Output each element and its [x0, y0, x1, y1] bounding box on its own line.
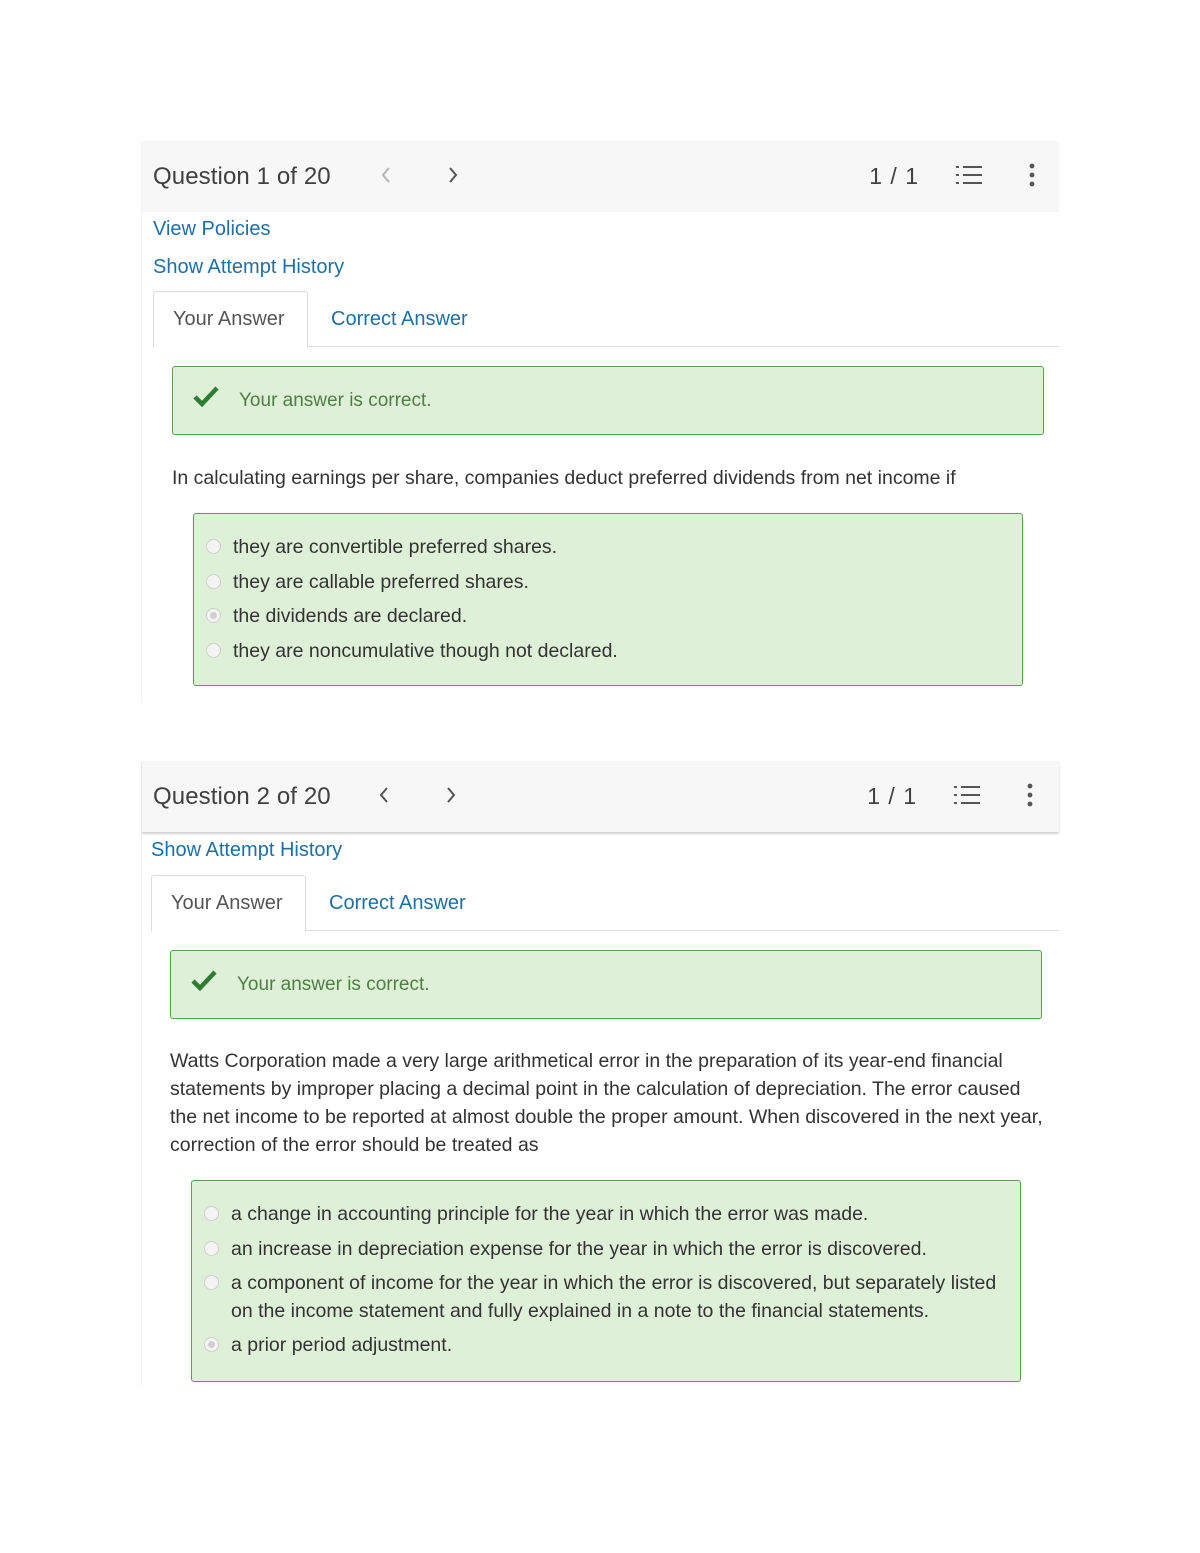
tab-your-answer[interactable]: Your Answer [151, 875, 306, 932]
choice-label: the dividends are declared. [233, 605, 468, 627]
choice-label: they are noncumulative though not declared. [233, 639, 618, 662]
answer-choice[interactable] [204, 1270, 1010, 1325]
chevron-left-icon [380, 166, 392, 184]
answer-choice-selected[interactable] [204, 1332, 1010, 1360]
choice-label: an increase in depreciation expense for the year in which the error is discovered. [231, 1237, 927, 1260]
more-options-button[interactable] [1015, 777, 1045, 813]
next-question-button[interactable] [433, 155, 473, 195]
radio-button[interactable] [206, 643, 221, 658]
question-score: 1 / 1 [867, 783, 917, 809]
numbered-list-icon [955, 163, 983, 187]
question-prompt: In calculating earnings per share, companies deduct preferred dividends from net income if [172, 467, 956, 489]
feedback-text: Your answer is correct. [239, 389, 432, 411]
show-attempt-history-link[interactable]: Show Attempt History [151, 839, 343, 861]
next-question-button[interactable] [431, 775, 471, 815]
question-header [142, 761, 1059, 832]
radio-button-selected[interactable] [204, 1337, 219, 1352]
chevron-right-icon [447, 166, 459, 184]
answer-tabs [151, 875, 1059, 931]
checkmark-icon [193, 385, 219, 407]
question-list-button[interactable] [949, 777, 985, 813]
feedback-banner [172, 366, 1044, 435]
question-title: Question 2 of 20 [153, 782, 331, 810]
vertical-ellipsis-icon [1027, 783, 1033, 807]
answer-choice-selected[interactable] [206, 603, 1012, 631]
radio-button-selected[interactable] [206, 608, 221, 623]
feedback-text: Your answer is correct. [237, 973, 430, 995]
vertical-ellipsis-icon [1029, 163, 1035, 187]
checkmark-icon [191, 969, 217, 991]
answer-tabs [153, 291, 1059, 347]
question-title: Question 1 of 20 [153, 162, 331, 190]
show-attempt-history-link[interactable]: Show Attempt History [153, 256, 345, 278]
radio-button[interactable] [204, 1206, 219, 1221]
answer-choice[interactable] [204, 1236, 1010, 1264]
radio-button[interactable] [204, 1241, 219, 1256]
answer-choice[interactable] [206, 638, 1012, 666]
radio-button[interactable] [204, 1275, 219, 1290]
answer-choice[interactable] [204, 1201, 1010, 1229]
answer-choice[interactable] [206, 569, 1012, 597]
question-card-1 [141, 141, 1059, 703]
chevron-right-icon [445, 786, 457, 804]
answer-choices [191, 1180, 1021, 1382]
question-prompt: Watts Corporation made a very large arithmetical error in the preparation of its year-end financial statements by improper placing a decimal point in the calculation of depreciation. The error caused the net income to be reported at almost double the proper amount. When discovered in the next year, correction of the error should be treated as [170, 1050, 1043, 1156]
chevron-left-icon [378, 786, 390, 804]
previous-question-button[interactable] [364, 775, 404, 815]
answer-choices [193, 513, 1023, 686]
more-options-button[interactable] [1017, 157, 1047, 193]
view-policies-link[interactable]: View Policies [153, 218, 271, 240]
choice-label: a component of income for the year in which the error is discovered, but separately listed on the income statement and fully explained in a note to the financial statements. [231, 1272, 997, 1322]
choice-label: a prior period adjustment. [231, 1334, 453, 1356]
choice-label: they are callable preferred shares. [233, 570, 529, 593]
question-header [142, 141, 1059, 212]
numbered-list-icon [953, 783, 981, 807]
feedback-banner [170, 950, 1042, 1019]
tab-your-answer[interactable]: Your Answer [153, 291, 308, 348]
choice-label: they are convertible preferred shares. [233, 536, 558, 558]
previous-question-button[interactable] [366, 155, 406, 195]
question-list-button[interactable] [951, 157, 987, 193]
tab-correct-answer[interactable]: Correct Answer [329, 891, 466, 914]
radio-button[interactable] [206, 574, 221, 589]
choice-label: a change in accounting principle for the year in which the error was made. [231, 1203, 869, 1225]
radio-button[interactable] [206, 539, 221, 554]
question-score: 1 / 1 [869, 163, 919, 189]
tab-correct-answer[interactable]: Correct Answer [331, 307, 468, 330]
question-card-2 [141, 761, 1059, 1386]
answer-choice[interactable] [206, 534, 1012, 562]
